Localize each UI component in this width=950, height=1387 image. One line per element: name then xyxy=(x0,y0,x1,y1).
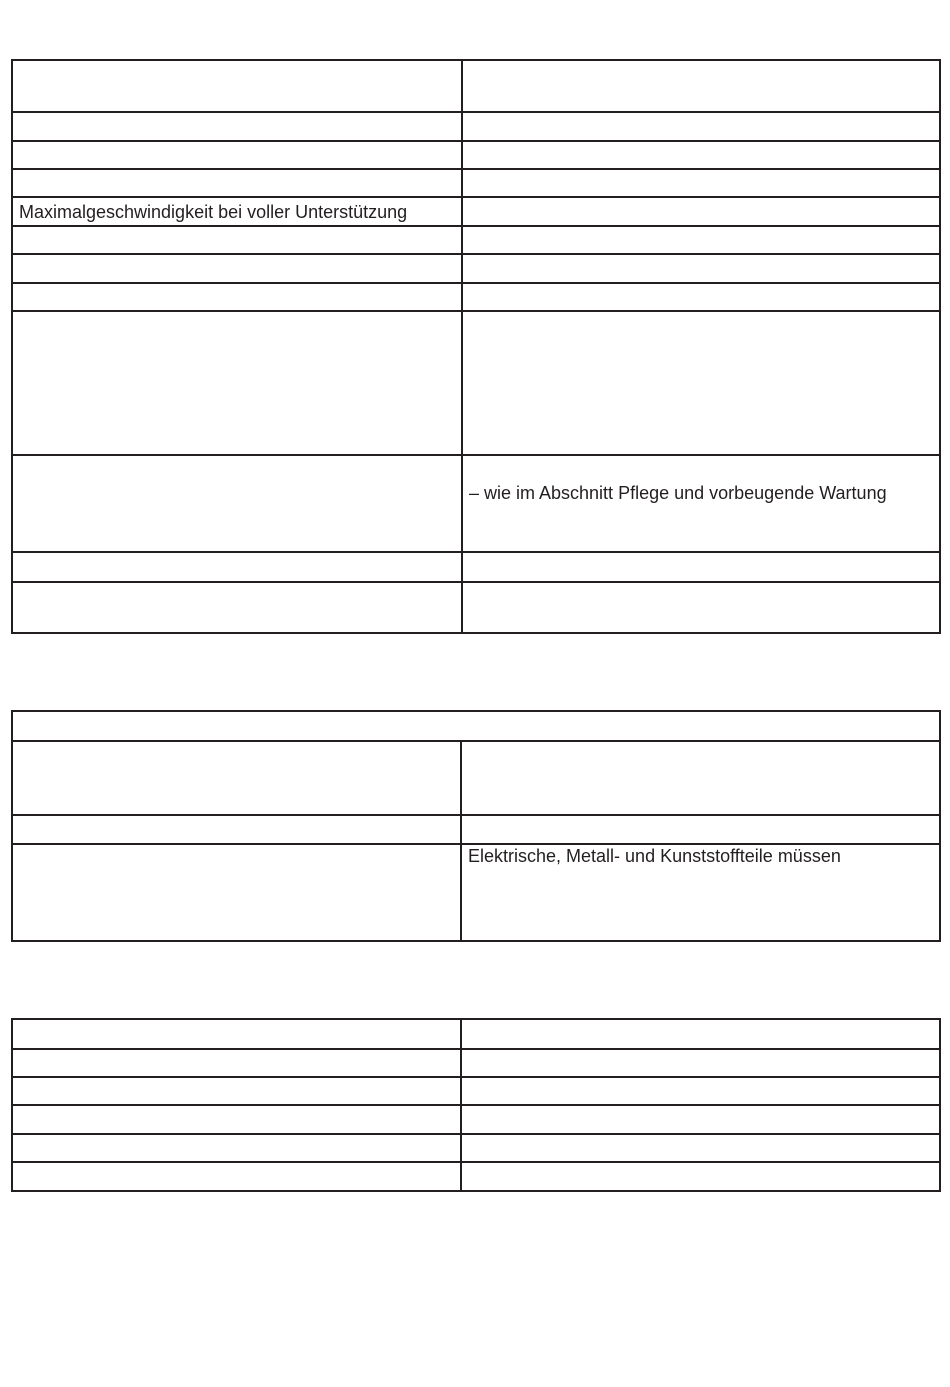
table-cell-value: Elektrische, Metall- und Kunststoffteile müssen xyxy=(461,844,940,941)
table-row xyxy=(12,60,940,112)
table-header-row xyxy=(12,711,940,741)
table-cell-value xyxy=(462,169,940,197)
spec-table-3 xyxy=(11,1018,941,1192)
table-cell-label xyxy=(12,741,461,815)
table-row xyxy=(12,226,940,254)
table-row xyxy=(12,815,940,844)
table-row xyxy=(12,1105,940,1134)
table-row xyxy=(12,141,940,169)
table-row xyxy=(12,197,940,226)
table-cell-label xyxy=(12,169,462,197)
table-row xyxy=(12,283,940,311)
table-cell-label xyxy=(12,582,462,633)
table-cell-value: – wie im Abschnitt Pflege und vorbeugende Wartung xyxy=(462,455,940,552)
table-cell-label xyxy=(12,552,462,582)
table-cell-value xyxy=(462,197,940,226)
table-row xyxy=(12,169,940,197)
table-cell-value xyxy=(461,1019,940,1049)
table-cell-value xyxy=(461,1105,940,1134)
table-cell-value xyxy=(462,311,940,455)
table-cell-value xyxy=(462,60,940,112)
table-cell-label xyxy=(12,311,462,455)
table-cell-value xyxy=(461,815,940,844)
table-cell-label xyxy=(12,283,462,311)
table-cell-label xyxy=(12,254,462,283)
table-cell-value xyxy=(461,1134,940,1162)
table-row xyxy=(12,254,940,283)
table-cell-value xyxy=(462,552,940,582)
table-row xyxy=(12,311,940,455)
table-cell-label xyxy=(12,1019,461,1049)
table-row xyxy=(12,741,940,815)
table-row xyxy=(12,112,940,141)
table-cell-value xyxy=(461,1077,940,1105)
table-cell-label xyxy=(12,1077,461,1105)
table-cell-label xyxy=(12,815,461,844)
table-cell-value xyxy=(461,741,940,815)
table-cell-value xyxy=(462,141,940,169)
table-cell-label xyxy=(12,226,462,254)
table-cell-label xyxy=(12,455,462,552)
table-cell-value xyxy=(462,226,940,254)
table-row xyxy=(12,582,940,633)
table-cell-label xyxy=(12,1134,461,1162)
table-cell-value xyxy=(462,582,940,633)
spec-table-1 xyxy=(11,59,941,634)
table-cell-label xyxy=(12,141,462,169)
table-cell-label xyxy=(12,844,461,941)
table-cell-label xyxy=(12,1049,461,1077)
spec-table-2 xyxy=(11,710,941,942)
table-cell-value xyxy=(461,1162,940,1191)
table-row xyxy=(12,1077,940,1105)
table-row xyxy=(12,552,940,582)
table-cell-label xyxy=(12,1105,461,1134)
table-row xyxy=(12,1162,940,1191)
table-row xyxy=(12,455,940,552)
table-row xyxy=(12,844,940,941)
table-cell-value xyxy=(461,1049,940,1077)
table-header-cell xyxy=(12,711,940,741)
table-cell-value xyxy=(462,283,940,311)
table-cell-label xyxy=(12,1162,461,1191)
table-row xyxy=(12,1019,940,1049)
table-cell-value xyxy=(462,254,940,283)
table-row xyxy=(12,1049,940,1077)
table-cell-label xyxy=(12,112,462,141)
table-cell-value xyxy=(462,112,940,141)
table-row xyxy=(12,1134,940,1162)
table-cell-label: Maximalgeschwindigkeit bei voller Unterstützung xyxy=(12,197,462,226)
table-cell-label xyxy=(12,60,462,112)
